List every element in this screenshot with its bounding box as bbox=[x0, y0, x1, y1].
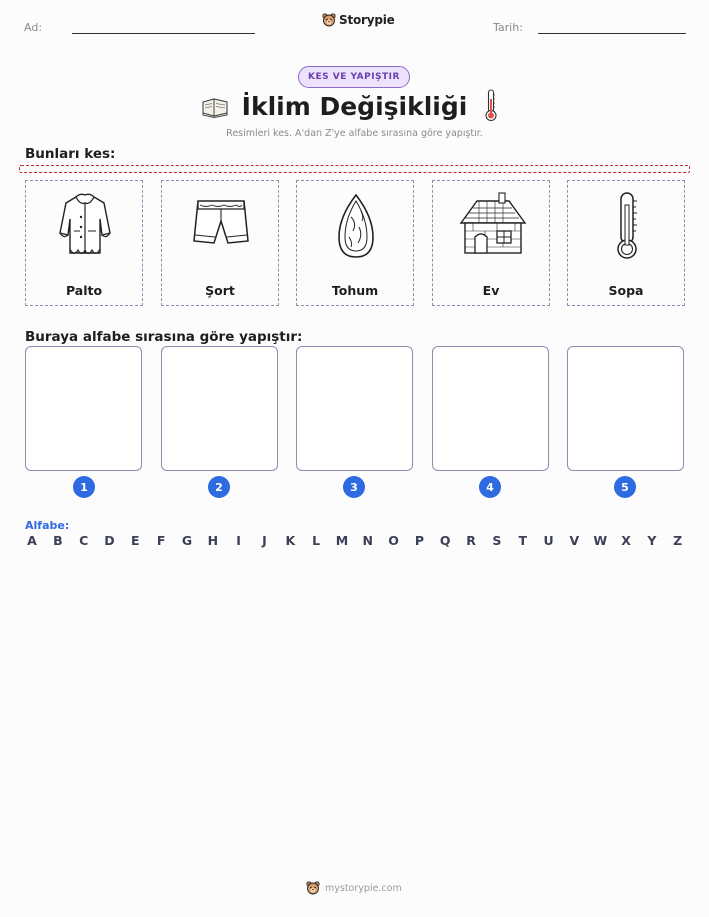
alphabet-letter: U bbox=[543, 533, 554, 548]
house-icon bbox=[457, 187, 527, 265]
slot-number-badge: 2 bbox=[208, 476, 230, 498]
alphabet-letter: S bbox=[492, 533, 502, 548]
alphabet-letter: X bbox=[621, 533, 631, 548]
coat-icon bbox=[50, 187, 120, 265]
seed-icon bbox=[321, 187, 391, 265]
bear-logo-icon bbox=[306, 881, 320, 895]
alphabet-letter: R bbox=[466, 533, 476, 548]
alphabet-letter: G bbox=[181, 533, 193, 548]
thermometer-icon bbox=[592, 187, 662, 265]
card-label: Tohum bbox=[331, 283, 379, 298]
paste-slot-5[interactable] bbox=[567, 346, 684, 471]
alphabet-letter: L bbox=[312, 533, 321, 548]
slot-number-badge: 5 bbox=[614, 476, 636, 498]
date-line[interactable] bbox=[538, 33, 686, 34]
page-title: İklim Değişikliği bbox=[241, 92, 468, 121]
paste-slot-3[interactable] bbox=[296, 346, 413, 471]
alphabet-letter: C bbox=[79, 533, 89, 548]
shorts-icon bbox=[186, 187, 256, 265]
alphabet-letter: N bbox=[362, 533, 373, 548]
thermometer-title-icon bbox=[484, 89, 498, 122]
slot-number-badge: 3 bbox=[343, 476, 365, 498]
paste-slot-1[interactable] bbox=[25, 346, 142, 471]
alphabet-letter: I bbox=[236, 533, 241, 548]
alphabet-letter: W bbox=[593, 533, 608, 548]
card-label: Ev bbox=[482, 283, 500, 298]
footer-url[interactable]: mystorypie.com bbox=[325, 882, 402, 894]
alphabet-letter: Y bbox=[647, 533, 657, 548]
paste-slot-2[interactable] bbox=[161, 346, 278, 471]
alphabet-letter: H bbox=[207, 533, 219, 548]
cut-card-tohum[interactable] bbox=[296, 180, 414, 306]
instructions: Resimleri kes. A'dan Z'ye alfabe sırasına göre yapıştır. bbox=[226, 128, 483, 139]
activity-badge: KES VE YAPIŞTIR bbox=[298, 66, 410, 88]
card-label: Palto bbox=[65, 283, 103, 298]
cut-card-ev[interactable] bbox=[432, 180, 550, 306]
alphabet-letter: K bbox=[285, 533, 296, 548]
alphabet-letter: Z bbox=[673, 533, 683, 548]
alphabet-letter: D bbox=[104, 533, 115, 548]
brand-logo bbox=[322, 13, 395, 27]
alphabet-letter: M bbox=[335, 533, 349, 548]
alphabet-letter: O bbox=[388, 533, 399, 548]
card-label: Sopa bbox=[608, 283, 644, 298]
name-line[interactable] bbox=[72, 33, 255, 34]
alphabet-letter: T bbox=[518, 533, 527, 548]
bear-logo-icon bbox=[322, 13, 336, 27]
alphabet-letter: Q bbox=[439, 533, 451, 548]
slot-number-badge: 1 bbox=[73, 476, 95, 498]
alphabet-letter: E bbox=[131, 533, 140, 548]
paste-slot-4[interactable] bbox=[432, 346, 549, 471]
alphabet-letter: A bbox=[27, 533, 37, 548]
name-label: Ad: bbox=[24, 21, 43, 34]
footer bbox=[306, 881, 402, 895]
cut-heading: Bunları kes: bbox=[25, 146, 116, 162]
card-label: Şort bbox=[205, 283, 235, 298]
alphabet-letter: V bbox=[569, 533, 580, 548]
alphabet-letter: J bbox=[262, 533, 267, 548]
date-label: Tarih: bbox=[493, 21, 523, 34]
paste-heading: Buraya alfabe sırasına göre yapıştır: bbox=[25, 329, 303, 345]
cut-line bbox=[19, 165, 690, 173]
alphabet-letter: P bbox=[414, 533, 424, 548]
alphabet-letter: B bbox=[53, 533, 63, 548]
alphabet-label: Alfabe: bbox=[25, 519, 70, 532]
slot-number-badge: 4 bbox=[479, 476, 501, 498]
brand-name: Storypie bbox=[339, 13, 395, 27]
alphabet-row bbox=[25, 533, 685, 548]
cut-card-sopa[interactable] bbox=[567, 180, 685, 306]
cut-card-palto[interactable] bbox=[25, 180, 143, 306]
cut-card-sort[interactable] bbox=[161, 180, 279, 306]
alphabet-letter: F bbox=[156, 533, 166, 548]
